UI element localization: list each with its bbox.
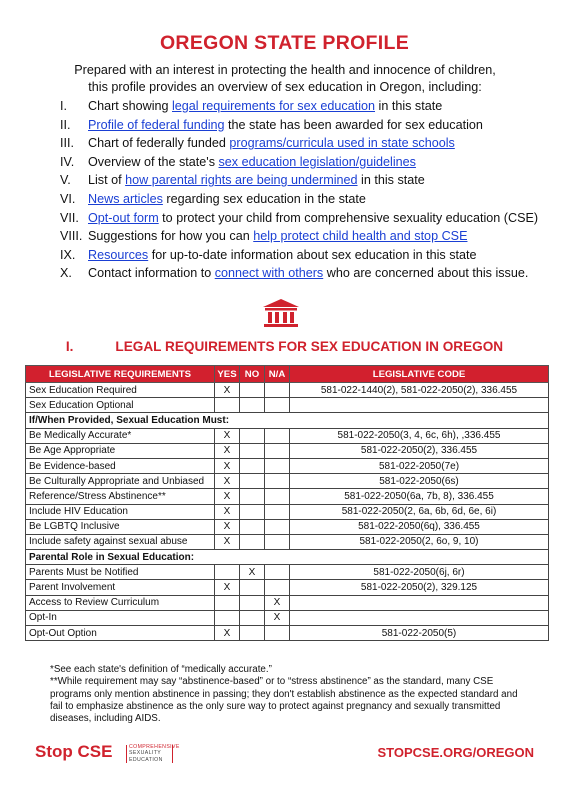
section-label: If/When Provided, Sexual Education Must:: [26, 413, 549, 428]
yes-cell: X: [215, 504, 240, 519]
table-row: [26, 474, 549, 489]
no-cell: [240, 580, 265, 595]
table-section-row: [26, 413, 549, 428]
toc-item: [60, 264, 550, 283]
requirement-label: Be Culturally Appropriate and Unbiased: [26, 474, 215, 489]
toc-item: [60, 97, 550, 116]
footnotes: [50, 664, 530, 725]
requirement-label: Be LGBTQ Inclusive: [26, 519, 215, 534]
table-row: [26, 565, 549, 580]
toc-item: [60, 209, 550, 228]
footnote-medically-accurate: *See each state's definition of “medically accurate.”: [50, 664, 272, 675]
yes-cell: X: [215, 428, 240, 443]
section-title: LEGAL REQUIREMENTS FOR SEX EDUCATION IN OREGON: [115, 339, 504, 354]
table-row: [26, 383, 549, 398]
toc-number: IV.: [60, 154, 75, 169]
table-row: [26, 504, 549, 519]
code-cell: 581-022-2050(3, 4, 6c, 6h), ,336.455: [290, 428, 549, 443]
toc-text: Overview of the state's: [88, 154, 219, 169]
na-cell: [265, 458, 290, 473]
table-row: [26, 443, 549, 458]
no-cell: [240, 458, 265, 473]
no-cell: [240, 626, 265, 641]
toc-number: VI.: [60, 191, 76, 206]
no-cell: [240, 383, 265, 398]
toc-item: [60, 171, 550, 190]
requirement-label: Include safety against sexual abuse: [26, 534, 215, 549]
yes-cell: X: [215, 489, 240, 504]
toc-number: IX.: [60, 247, 76, 262]
code-cell: 581-022-2050(6a, 7b, 8), 336.455: [290, 489, 549, 504]
page-title: OREGON STATE PROFILE: [159, 32, 410, 54]
no-cell: [240, 534, 265, 549]
no-cell: X: [240, 565, 265, 580]
no-cell: [240, 504, 265, 519]
table-row: [26, 580, 549, 595]
toc-item: [60, 227, 550, 246]
yes-cell: X: [215, 458, 240, 473]
intro-text: [40, 62, 530, 96]
requirements-table: [25, 365, 549, 641]
toc-number: III.: [60, 136, 74, 151]
code-cell: 581-022-2050(7e): [290, 458, 549, 473]
requirement-label: Include HIV Education: [26, 504, 215, 519]
toc-link-resources[interactable]: Resources: [88, 247, 149, 262]
toc-text: Contact information to: [88, 266, 215, 281]
no-cell: [240, 489, 265, 504]
column-header: N/A: [265, 366, 290, 383]
no-cell: [240, 428, 265, 443]
toc-text: regarding sex education in the state: [162, 191, 366, 206]
toc-link-parental-rights[interactable]: how parental rights are being undermined: [125, 173, 358, 188]
logo-subtitle-line: SEXUALITY: [129, 750, 162, 757]
yes-cell: X: [215, 474, 240, 489]
code-cell: 581-022-2050(2, 6o, 9, 10): [290, 534, 549, 549]
yes-cell: [215, 565, 240, 580]
code-cell: 581-022-2050(6q), 336.455: [290, 519, 549, 534]
toc-text: for up-to-date information about sex education in this state: [148, 247, 477, 262]
toc-text: to protect your child from comprehensive sexuality education (CSE): [158, 210, 539, 225]
yes-cell: X: [215, 443, 240, 458]
code-cell: 581-022-2050(2), 329.125: [290, 580, 549, 595]
code-cell: 581-022-2050(2, 6a, 6b, 6d, 6e, 6i): [290, 504, 549, 519]
yes-cell: X: [215, 580, 240, 595]
toc-number: V.: [60, 173, 71, 188]
na-cell: [265, 565, 290, 580]
logo-subtitle-line: EDUCATION: [129, 756, 163, 763]
toc-number: VII.: [60, 210, 79, 225]
toc-item: [60, 153, 550, 172]
na-cell: [265, 383, 290, 398]
intro-line: this profile provides an overview of sex education in Oregon, including:: [88, 80, 482, 94]
yes-cell: X: [215, 626, 240, 641]
toc-number: II.: [60, 117, 71, 132]
code-cell: 581-022-1440(2), 581-022-2050(2), 336.455: [290, 383, 549, 398]
toc-item: [60, 116, 550, 135]
requirement-label: Be Medically Accurate*: [26, 428, 215, 443]
code-cell: 581-022-2050(6j, 6r): [290, 565, 549, 580]
yes-cell: X: [215, 519, 240, 534]
requirement-label: Sex Education Required: [26, 383, 215, 398]
toc-link-connect[interactable]: connect with others: [214, 266, 324, 281]
no-cell: [240, 519, 265, 534]
toc-text: the state has been awarded for sex education: [224, 117, 483, 132]
table-section-row: [26, 550, 549, 565]
intro-line: Prepared with an interest in protecting the health and innocence of children,: [74, 63, 496, 77]
footer-url[interactable]: STOPCSE.ORG/OREGON: [377, 745, 534, 760]
yes-cell: [215, 595, 240, 610]
na-cell: [265, 428, 290, 443]
table-row: [26, 595, 549, 610]
table-header-row: [26, 366, 549, 383]
code-cell: [290, 610, 549, 625]
toc-text: in this state: [375, 99, 443, 113]
na-cell: [265, 489, 290, 504]
column-header: LEGISLATIVE CODE: [290, 366, 549, 383]
requirement-label: Opt-In: [26, 610, 215, 625]
toc-text: in this state: [357, 173, 425, 188]
yes-cell: X: [215, 534, 240, 549]
toc-text: who are concerned about this issue.: [323, 266, 529, 281]
toc-item: [60, 190, 550, 209]
table-row: [26, 626, 549, 641]
toc-link-legislation[interactable]: sex education legislation/guidelines: [218, 154, 416, 169]
toc-link-programs-curricula[interactable]: programs/curricula used in state schools: [229, 136, 455, 151]
building-icon: [262, 298, 300, 328]
logo-subtitle-line: COMPREHENSIVE: [129, 744, 180, 750]
no-cell: [240, 398, 265, 413]
na-cell: [265, 519, 290, 534]
toc-number: I.: [60, 99, 67, 113]
section-heading: [0, 339, 569, 354]
no-cell: [240, 474, 265, 489]
table-row: [26, 489, 549, 504]
logo-subtitle: [129, 744, 180, 763]
code-cell: 581-022-2050(2), 336.455: [290, 443, 549, 458]
na-cell: [265, 534, 290, 549]
na-cell: [265, 398, 290, 413]
toc-text: Chart showing: [88, 99, 172, 113]
toc-link-help-protect[interactable]: help protect child health and stop CSE: [253, 229, 468, 244]
footnote-abstinence: **While requirement may say “abstinence-based” or to “stress abstinence” as the standard, many CSE programs only mention abstinence in passing; they don't establish abstinence as the expected standard and fail to emphasize abstinence as the only sure way to protect against pregnancy and sexually transmitted diseases, including AIDS.: [50, 676, 518, 725]
toc-text: Chart of federally funded: [88, 136, 230, 151]
toc-item: [60, 246, 550, 265]
code-cell: [290, 595, 549, 610]
toc-link-news-articles[interactable]: News articles: [88, 191, 163, 206]
requirement-label: Access to Review Curriculum: [26, 595, 215, 610]
yes-cell: [215, 610, 240, 625]
requirement-label: Be Age Appropriate: [26, 443, 215, 458]
table-row: [26, 458, 549, 473]
toc-text: Suggestions for how you can: [88, 229, 254, 244]
code-cell: 581-022-2050(5): [290, 626, 549, 641]
column-header: NO: [240, 366, 265, 383]
table-row: [26, 398, 549, 413]
toc-item: [60, 134, 550, 153]
requirement-label: Sex Education Optional: [26, 398, 215, 413]
code-cell: 581-022-2050(6s): [290, 474, 549, 489]
toc-link-opt-out-form[interactable]: Opt-out form: [88, 210, 159, 225]
na-cell: X: [265, 595, 290, 610]
toc-text: List of: [88, 173, 126, 188]
na-cell: [265, 580, 290, 595]
requirement-label: Parent Involvement: [26, 580, 215, 595]
table-row: [26, 428, 549, 443]
requirement-label: Opt-Out Option: [26, 626, 215, 641]
toc-number: VIII.: [60, 229, 83, 244]
requirement-label: Parents Must be Notified: [26, 565, 215, 580]
yes-cell: X: [215, 383, 240, 398]
requirement-label: Be Evidence-based: [26, 458, 215, 473]
toc-link-federal-funding[interactable]: Profile of federal funding: [88, 117, 225, 132]
na-cell: [265, 504, 290, 519]
section-number: I.: [65, 339, 74, 354]
requirement-label: Reference/Stress Abstinence**: [26, 489, 215, 504]
toc-number: X.: [60, 266, 72, 281]
section-label: Parental Role in Sexual Education:: [26, 550, 549, 565]
yes-cell: [215, 398, 240, 413]
no-cell: [240, 595, 265, 610]
na-cell: [265, 474, 290, 489]
column-header: LEGISLATIVE REQUIREMENTS: [26, 366, 215, 383]
table-of-contents: [60, 97, 550, 283]
no-cell: [240, 610, 265, 625]
na-cell: [265, 626, 290, 641]
table-row: [26, 519, 549, 534]
table-row: [26, 534, 549, 549]
na-cell: [265, 443, 290, 458]
no-cell: [240, 443, 265, 458]
na-cell: X: [265, 610, 290, 625]
logo-text: Stop CSE: [35, 742, 113, 761]
column-header: YES: [215, 366, 240, 383]
toc-link-legal-requirements[interactable]: legal requirements for sex education: [172, 99, 376, 113]
code-cell: [290, 398, 549, 413]
table-row: [26, 610, 549, 625]
